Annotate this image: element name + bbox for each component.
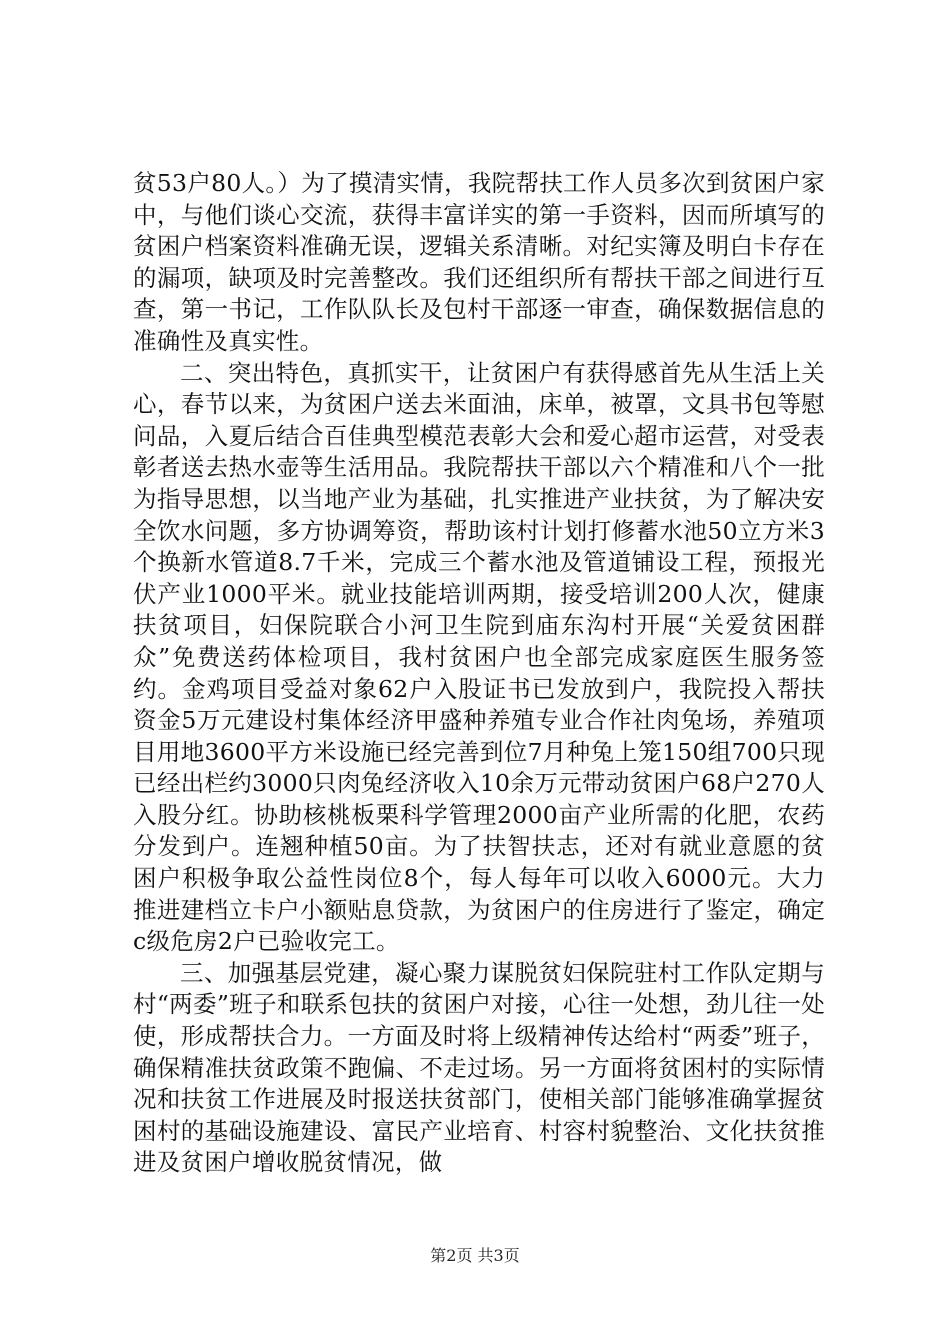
document-body — [133, 168, 825, 1179]
paragraph-continuation: 贫53户80人。）为了摸清实情，我院帮扶工作人员多次到贫困户家中，与他们谈心交流，获得丰富详实的第一手资料，因而所填写的贫困户档案资料准确无误，逻辑关系清晰。对纪实簿及明白卡存在的漏项，缺项及时完善整改。我们还组织所有帮扶干部之间进行互查，第一书记，工作队队长及包村干部逐一审查，确保数据信息的准确性及真实性。 — [133, 169, 825, 355]
page-number-footer: 第2页 共3页 — [430, 1246, 520, 1265]
paragraph-section-two: 二、突出特色，真抓实干，让贫困户有获得感首先从生活上关心，春节以来，为贫困户送去米面油，床单，被罩，文具书包等慰问品，入夏后结合百佳典型模范表彰大会和爱心超市运营，对受表彰者送去热水壶等生活用品。我院帮扶干部以六个精准和八个一批为指导思想，以当地产业为基础，扎实推进产业扶贫，为了解决安全饮水问题，多方协调筹资，帮助该村计划打修蓄水池50立方米3个换新水管道8.7千米，完成三个蓄水池及管道铺设工程，预报光伏产业1000平米。就业技能培训两期，接受培训200人次，健康扶贫项目，妇保院联合小河卫生院到庙东沟村开展“关爱贫困群众”免费送药体检项目，我村贫困户也全部完成家庭医生服务签约。金鸡项目受益对象62户入股证书已发放到户，我院投入帮扶资金5万元建设村集体经济甲盛种养殖专业合作社肉兔场，养殖项目用地3600平方米设施已经完善到位7月种兔上笼150组700只现已经出栏约3000只肉兔经济收入10余万元带动贫困户68户270人入股分红。协助核桃板栗科学管理2000亩产业所需的化肥，农药分发到户。连翘种植50亩。为了扶智扶志，还对有就业意愿的贫困户积极争取公益性岗位8个，每人每年可以收入6000元。大力推进建档立卡户小额贴息贷款，为贫困户的住房进行了鉴定，确定c级危房2户已验收完工。 — [133, 358, 825, 956]
paragraph-section-three: 三、加强基层党建，凝心聚力谋脱贫妇保院驻村工作队定期与村“两委”班子和联系包扶的贫困户对接，心往一处想，劲儿往一处使，形成帮扶合力。一方面及时将上级精神传达给村“两委”班子，确保精准扶贫政策不跑偏、不走过场。另一方面将贫困村的实际情况和扶贫工作进展及时报送扶贫部门，使相关部门能够准确掌握贫困村的基础设施建设、富民产业培育、村容村貌整治、文化扶贫推进及贫困户增收脱贫情况，做 — [133, 958, 825, 1177]
